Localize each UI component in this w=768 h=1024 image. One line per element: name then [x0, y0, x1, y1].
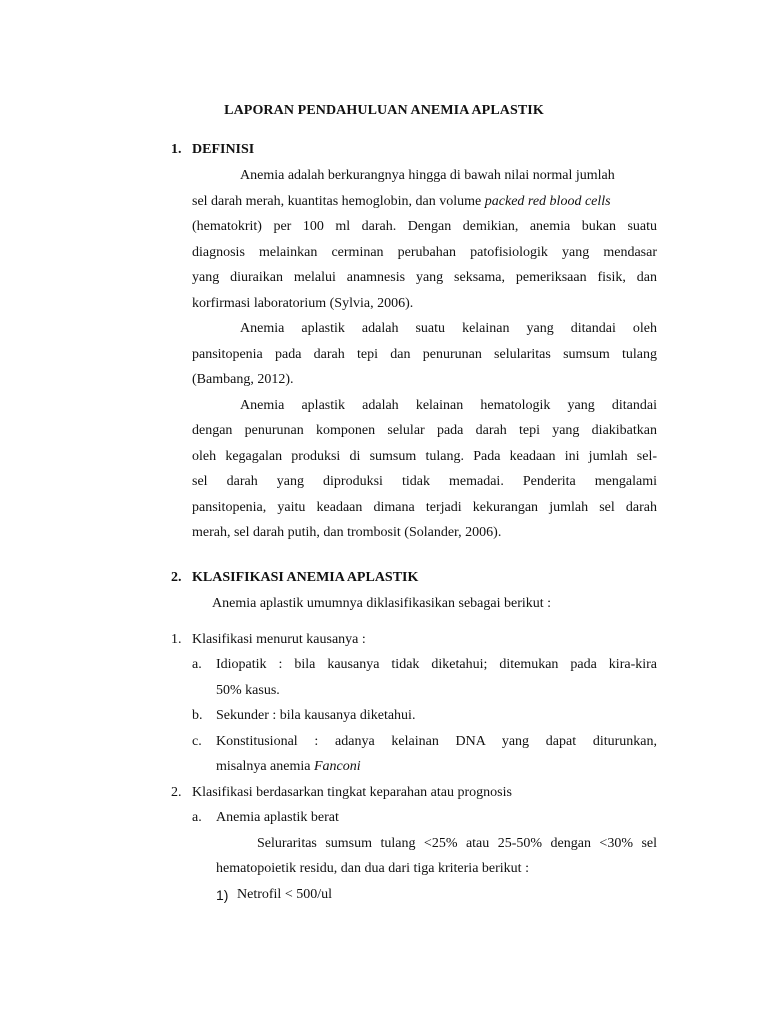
document-title: LAPORAN PENDAHULUAN ANEMIA APLASTIK: [224, 103, 544, 118]
paragraph-line: merah, sel darah putih, dan trombosit (Solander, 2006).: [192, 525, 502, 540]
list-item-text: Klasifikasi berdasarkan tingkat keparahan atau prognosis: [192, 785, 512, 800]
paragraph-line: korfirmasi laboratorium (Sylvia, 2006).: [192, 296, 414, 311]
paragraph-line: Anemia aplastik adalah kelainan hematologik yang ditandai: [240, 398, 657, 413]
italic-term: packed red blood cells: [484, 194, 611, 209]
paragraph-line: (hematokrit) per 100 ml darah. Dengan demikian, anemia bukan suatu: [192, 219, 657, 234]
list-item-text: Klasifikasi menurut kausanya :: [192, 632, 366, 647]
section-number: 2.: [171, 570, 182, 585]
paragraph-line: yang diuraikan melalui anamnesis yang seksama, pemeriksaan fisik, dan: [192, 270, 657, 285]
paragraph-line: Anemia aplastik adalah suatu kelainan yang ditandai oleh: [240, 321, 657, 336]
sublist-line-text: misalnya anemia: [216, 759, 311, 774]
paragraph-line: dengan penurunan komponen selular pada darah tepi yang diakibatkan: [192, 423, 657, 438]
sublist-marker: a.: [192, 657, 202, 672]
paragraph-line: pansitopenia pada darah tepi dan penurunan selularitas sumsum tulang: [192, 347, 657, 362]
numbered-line: Netrofil < 500/ul: [237, 887, 332, 902]
paragraph-line: (Bambang, 2012).: [192, 372, 294, 387]
list-number: 1.: [171, 632, 182, 647]
sublist-line: Sekunder : bila kausanya diketahui.: [216, 708, 416, 723]
sublist-subline: hematopoietik residu, dan dua dari tiga kriteria berikut :: [216, 861, 529, 876]
sublist-marker: c.: [192, 734, 202, 749]
paragraph-line: oleh kegagalan produksi di sumsum tulang. Pada keadaan ini jumlah sel-: [192, 449, 657, 464]
sublist-line: Anemia aplastik berat: [216, 810, 339, 825]
sublist-marker: a.: [192, 810, 202, 825]
sublist-line: Konstitusional : adanya kelainan DNA yang dapat diturunkan,: [216, 734, 657, 749]
list-number: 2.: [171, 785, 182, 800]
italic-term: Fanconi: [313, 759, 361, 774]
paragraph-line-text: sel darah merah, kuantitas hemoglobin, dan volume: [192, 194, 482, 209]
paragraph-line: diagnosis melainkan cerminan perubahan patofisiologik yang mendasar: [192, 245, 657, 260]
sublist-line: 50% kasus.: [216, 683, 280, 698]
paragraph-line: sel darah yang diproduksi tidak memadai. Penderita mengalami: [192, 474, 657, 489]
section-number: 1.: [171, 142, 182, 157]
section-heading-definisi: DEFINISI: [192, 142, 255, 157]
section-intro: Anemia aplastik umumnya diklasifikasikan sebagai berikut :: [212, 596, 552, 611]
paragraph-line: pansitopenia, yaitu keadaan dimana terjadi kekurangan jumlah sel darah: [192, 500, 657, 515]
paragraph-line: Anemia adalah berkurangnya hingga di bawah nilai normal jumlah: [240, 168, 615, 183]
sublist-line: Idiopatik : bila kausanya tidak diketahui; ditemukan pada kira-kira: [216, 657, 657, 672]
numbered-marker: 1): [216, 887, 229, 903]
section-heading-klasifikasi: KLASIFIKASI ANEMIA APLASTIK: [192, 570, 419, 585]
sublist-line: [216, 759, 361, 775]
paragraph-line: [192, 194, 611, 210]
sublist-marker: b.: [192, 708, 203, 723]
sublist-subline: Seluraritas sumsum tulang <25% atau 25-50% dengan <30% sel: [257, 836, 657, 851]
